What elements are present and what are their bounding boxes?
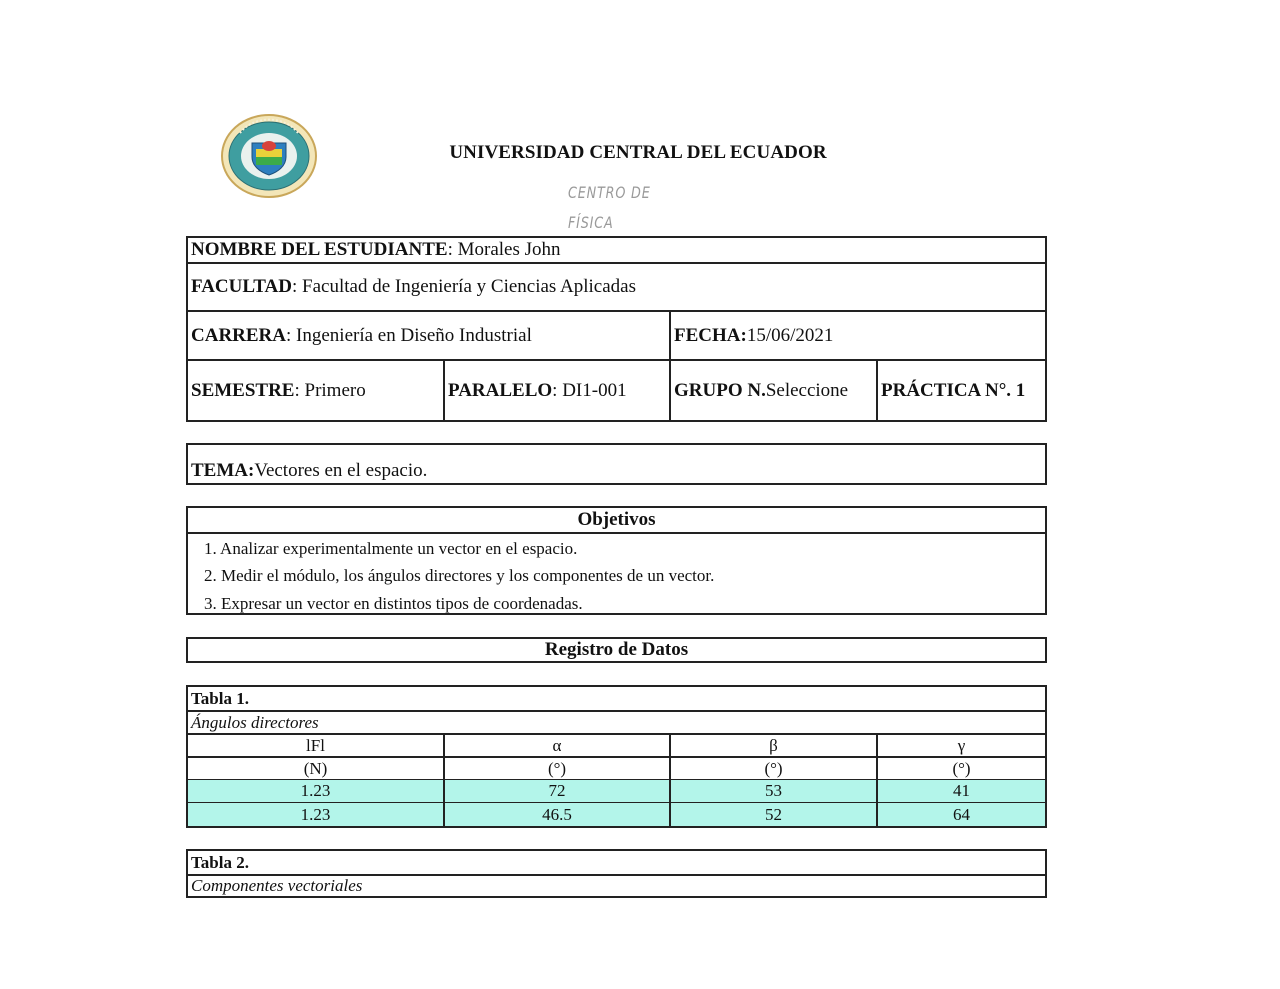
table-row — [188, 780, 1045, 802]
topic-value: Vectores en el espacio. — [254, 460, 428, 481]
department-title: CENTRO DE FÍSICA — [568, 183, 651, 232]
faculty-row — [188, 263, 1045, 311]
table-row — [188, 803, 1045, 826]
table2-caption: Componentes vectoriales — [191, 876, 363, 895]
student-info-box — [186, 236, 1047, 422]
university-title: UNIVERSIDAD CENTRAL DEL ECUADOR — [449, 142, 827, 163]
objective-item: 1. Analizar experimentalmente un vector en el espacio. — [204, 539, 578, 558]
header-beta: β — [769, 735, 778, 755]
header-magnitude: lFl — [306, 735, 325, 755]
cell-alpha: 46.5 — [542, 804, 572, 824]
table2-label: Tabla 2. — [191, 852, 249, 872]
data-record-box — [186, 637, 1047, 663]
cell-magnitude: 1.23 — [300, 781, 331, 800]
cell-gamma: 64 — [953, 804, 970, 824]
cell-magnitude: 1.23 — [300, 804, 331, 824]
data-record-title: Registro de Datos — [544, 639, 689, 660]
cell-gamma: 41 — [953, 781, 970, 800]
faculty-value: : Facultad de Ingeniería y Ciencias Aplicadas — [292, 276, 636, 297]
table1-label: Tabla 1. — [191, 688, 249, 708]
table1-header-row — [188, 734, 1045, 757]
practice-label: PRÁCTICA N°. 1 — [881, 380, 1026, 401]
table1-caption: Ángulos directores — [191, 712, 319, 732]
date-value: 15/06/2021 — [746, 324, 834, 346]
objective-item: 3. Expresar un vector en distintos tipos de coordenadas. — [204, 594, 583, 613]
career-value: : Ingeniería en Diseño Industrial — [286, 324, 532, 346]
objectives-title: Objetivos — [577, 509, 656, 530]
semester-value: : Primero — [294, 380, 366, 401]
table2 — [186, 849, 1047, 898]
unit-magnitude: (N) — [303, 758, 328, 778]
unit-beta: (°) — [764, 758, 783, 778]
student-name: : Morales John — [447, 239, 561, 260]
objective-item: 2. Medir el módulo, los ángulos directores y los componentes de un vector. — [204, 566, 715, 585]
career-row — [188, 311, 1045, 360]
header-gamma: γ — [957, 735, 966, 755]
unit-alpha: (°) — [547, 758, 567, 778]
parallel-label: PARALELO — [448, 380, 553, 401]
name-label: NOMBRE DEL ESTUDIANTE — [191, 239, 448, 260]
name-row — [188, 238, 1045, 262]
unit-gamma: (°) — [952, 758, 971, 778]
group-label: GRUPO N. — [674, 380, 766, 401]
date-label: FECHA: — [674, 324, 747, 346]
header-alpha: α — [552, 735, 562, 755]
group-select[interactable]: Seleccione — [765, 380, 849, 401]
cell-alpha: 72 — [548, 781, 566, 800]
table1-units-row — [188, 757, 1045, 780]
cell-beta: 52 — [765, 804, 782, 824]
table1 — [186, 685, 1047, 828]
semester-label: SEMESTRE — [191, 380, 295, 401]
parallel-value: : DI1-001 — [552, 380, 627, 401]
career-label: CARRERA — [191, 324, 286, 346]
objectives-box — [186, 506, 1047, 615]
cell-beta: 53 — [765, 781, 782, 800]
faculty-label: FACULTAD — [191, 276, 292, 297]
semester-row — [188, 360, 1045, 422]
topic-box — [186, 443, 1047, 485]
topic-label: TEMA: — [191, 460, 255, 481]
